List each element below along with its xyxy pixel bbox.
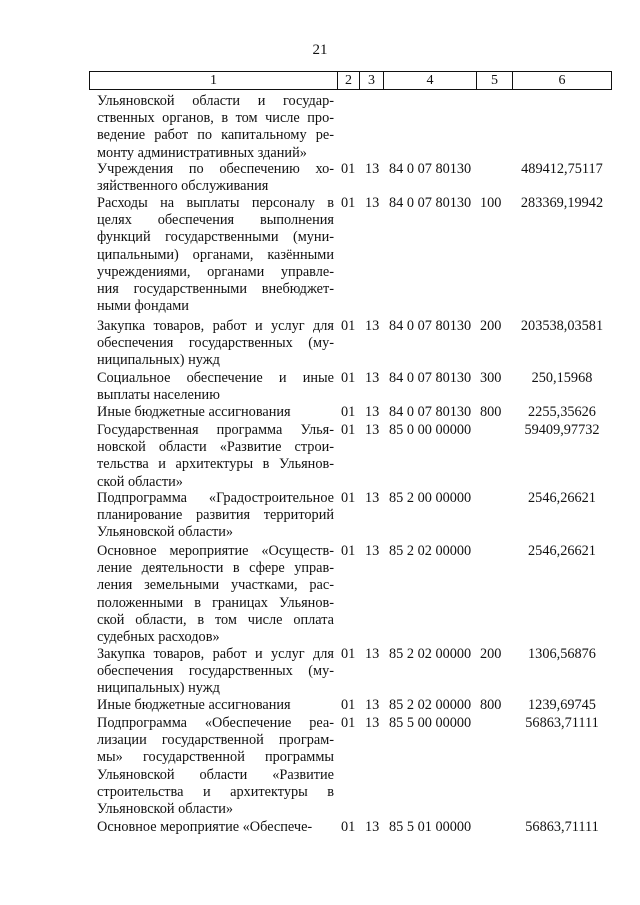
description-line: Ульяновской области»	[97, 524, 234, 541]
description-line: целях обеспечения выполнения	[97, 212, 334, 229]
description-line: Закупка товаров, работ и услуг для	[97, 646, 334, 662]
table-header	[89, 71, 612, 90]
description-line: Основное мероприятие «Обеспече-	[97, 819, 313, 835]
row-description	[97, 370, 334, 404]
section-code: 01	[341, 697, 356, 713]
row-description	[97, 404, 334, 421]
subsection-code: 13	[365, 422, 380, 438]
expense-type-code: 200	[480, 646, 502, 662]
description-line: Государственная программа Улья-	[97, 422, 334, 438]
row-description	[97, 195, 334, 315]
description-line: Ульяновской области «Развитие	[97, 766, 334, 783]
expense-type-code: 300	[480, 370, 502, 386]
row-description	[97, 819, 334, 836]
table-row	[0, 318, 640, 370]
amount-value: 283369,19942	[520, 195, 604, 211]
description-line: ской области»	[97, 473, 183, 490]
amount-value: 2255,35626	[528, 404, 596, 420]
expense-type-code: 800	[480, 404, 502, 420]
target-article-code: 85 2 02 00000	[389, 646, 472, 662]
target-article-code: 85 5 01 00000	[389, 819, 472, 835]
target-article-code: 85 0 00 00000	[389, 422, 472, 438]
description-line: ципальными) органами, казёнными	[97, 246, 334, 263]
row-description	[97, 490, 334, 542]
description-line: учреждениями, органами управле-	[97, 263, 334, 280]
table-row	[0, 93, 640, 162]
target-article-code: 84 0 07 80130	[389, 318, 472, 334]
description-line: Социальное обеспечение и иные	[97, 370, 334, 386]
subsection-code: 13	[365, 646, 380, 662]
section-code: 01	[341, 490, 356, 506]
amount-value: 203538,03581	[520, 318, 604, 334]
row-description	[97, 697, 334, 714]
header-col-5: 5	[476, 72, 512, 89]
amount-value: 59409,97732	[524, 422, 600, 438]
description-line: лизации государственной програм-	[97, 732, 334, 749]
target-article-code: 84 0 07 80130	[389, 404, 472, 420]
description-line: обеспечения государственных (му-	[97, 663, 334, 680]
section-code: 01	[341, 543, 356, 559]
expense-type-code: 800	[480, 697, 502, 713]
table-row	[0, 490, 640, 542]
amount-value: 1239,69745	[528, 697, 596, 713]
target-article-code: 84 0 07 80130	[389, 370, 472, 386]
header-col-1: 1	[210, 73, 217, 88]
table-row	[0, 404, 640, 421]
row-description	[97, 161, 334, 195]
description-line: обеспечения государственных (му-	[97, 335, 334, 352]
amount-value: 250,15968	[531, 370, 593, 386]
target-article-code: 85 2 02 00000	[389, 543, 472, 559]
table-row	[0, 715, 640, 818]
amount-value: 56863,71111	[525, 819, 599, 835]
header-col-3: 3	[359, 72, 383, 89]
section-code: 01	[341, 715, 356, 731]
subsection-code: 13	[365, 715, 380, 731]
table-row	[0, 819, 640, 836]
page-number: 21	[312, 42, 328, 58]
description-line: строительства и архитектуры в	[97, 783, 334, 800]
target-article-code: 85 2 00 00000	[389, 490, 472, 506]
amount-value: 2546,26621	[528, 490, 596, 506]
target-article-code: 84 0 07 80130	[389, 161, 472, 177]
subsection-code: 13	[365, 318, 380, 334]
description-line: Подпрограмма «Обеспечение реа-	[97, 715, 334, 731]
section-code: 01	[341, 422, 356, 438]
target-article-code: 84 0 07 80130	[389, 195, 472, 211]
description-line: положенными в границах Ульянов-	[97, 594, 334, 611]
table-row	[0, 161, 640, 195]
description-line: ными фондами	[97, 298, 189, 315]
table-row	[0, 697, 640, 714]
target-article-code: 85 2 02 00000	[389, 697, 472, 713]
description-line: Иные бюджетные ассигнования	[97, 404, 291, 420]
section-code: 01	[341, 318, 356, 334]
expense-type-code: 200	[480, 318, 502, 334]
table-row	[0, 422, 640, 491]
amount-value: 2546,26621	[528, 543, 596, 559]
description-line: новской области «Развитие строи-	[97, 439, 334, 456]
row-description	[97, 93, 334, 162]
amount-value: 1306,56876	[528, 646, 596, 662]
description-line: ведение работ по капитальному ре-	[97, 127, 334, 144]
table-row	[0, 646, 640, 698]
description-line: планирование развития территорий	[97, 507, 334, 524]
description-line: выплаты населению	[97, 387, 220, 404]
subsection-code: 13	[365, 697, 380, 713]
description-line: функций государственными (муни-	[97, 229, 334, 246]
row-description	[97, 543, 334, 646]
table-row	[0, 543, 640, 646]
description-line: ление деятельности в сфере управ-	[97, 560, 334, 577]
subsection-code: 13	[365, 370, 380, 386]
description-line: мы» государственной программы	[97, 749, 334, 766]
header-col-2: 2	[337, 72, 359, 89]
subsection-code: 13	[365, 195, 380, 211]
description-line: ления земельными участками, рас-	[97, 577, 334, 594]
description-line: ния государственными внебюджет-	[97, 280, 334, 297]
description-line: ственных органов, в том числе про-	[97, 110, 334, 127]
section-code: 01	[341, 646, 356, 662]
expense-type-code: 100	[480, 195, 502, 211]
subsection-code: 13	[365, 404, 380, 420]
description-line: ской области, в том числе оплата	[97, 611, 334, 628]
table-row	[0, 370, 640, 404]
description-line: Подпрограмма «Градостроительное	[97, 490, 334, 506]
section-code: 01	[341, 370, 356, 386]
description-line: судебных расходов»	[97, 628, 220, 645]
description-line: Ульяновской области и государ-	[97, 93, 334, 109]
header-col-6: 6	[512, 72, 611, 89]
description-line: ниципальных) нужд	[97, 352, 220, 369]
subsection-code: 13	[365, 819, 380, 835]
amount-value: 56863,71111	[525, 715, 599, 731]
description-line: монту административных зданий»	[97, 144, 307, 161]
header-col-4: 4	[383, 72, 476, 89]
description-line: Ульяновской области»	[97, 800, 234, 817]
row-description	[97, 715, 334, 818]
description-line: тельства и архитектуры в Ульянов-	[97, 456, 334, 473]
subsection-code: 13	[365, 543, 380, 559]
section-code: 01	[341, 404, 356, 420]
row-description	[97, 318, 334, 370]
description-line: Расходы на выплаты персоналу в	[97, 195, 334, 211]
description-line: зяйственного обслуживания	[97, 178, 269, 195]
target-article-code: 85 5 00 00000	[389, 715, 472, 731]
description-line: Учреждения по обеспечению хо-	[97, 161, 334, 177]
subsection-code: 13	[365, 161, 380, 177]
section-code: 01	[341, 161, 356, 177]
table-row	[0, 195, 640, 315]
description-line: Основное мероприятие «Осуществ-	[97, 543, 334, 559]
row-description	[97, 422, 334, 491]
amount-value: 489412,75117	[521, 161, 603, 177]
description-line: Закупка товаров, работ и услуг для	[97, 318, 334, 334]
section-code: 01	[341, 819, 356, 835]
section-code: 01	[341, 195, 356, 211]
description-line: Иные бюджетные ассигнования	[97, 697, 291, 713]
subsection-code: 13	[365, 490, 380, 506]
description-line: ниципальных) нужд	[97, 680, 220, 697]
row-description	[97, 646, 334, 698]
